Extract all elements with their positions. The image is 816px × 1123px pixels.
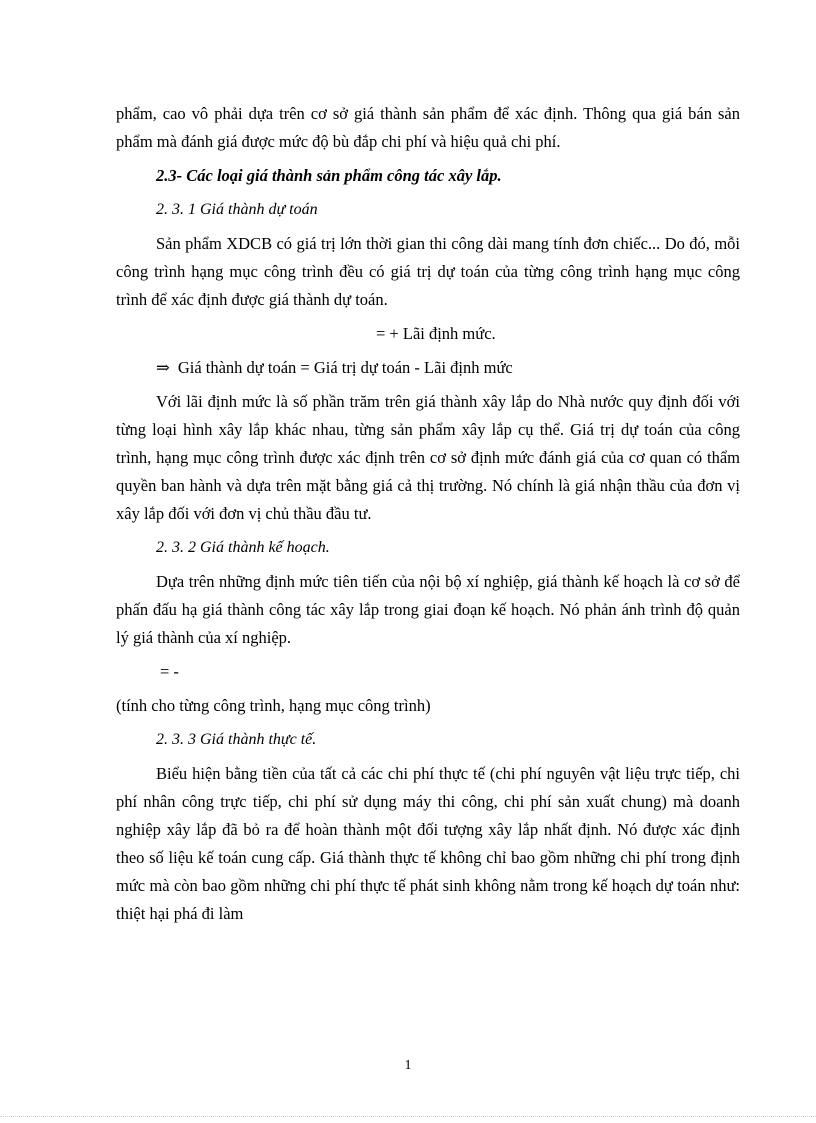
document-page	[116, 100, 740, 934]
formula-estimate-text: Giá thành dự toán = Giá trị dự toán - Lãi định mức	[177, 358, 513, 377]
implies-arrow-icon: ⇒	[156, 358, 170, 377]
subsection-heading-2: 2. 3. 2 Giá thành kế hoạch.	[156, 539, 330, 556]
subsection-heading-3: 2. 3. 3 Giá thành thực tế.	[156, 731, 317, 748]
paragraph-planned-note: (tính cho từng công trình, hạng mục công trình)	[116, 696, 431, 715]
paragraph-planned-cost: Dựa trên những định mức tiên tiến của nội bộ xí nghiệp, giá thành kế hoạch là cơ sở để phấn đấu hạ giá thành công tác xây lắp trong giai đoạn kế hoạch. Nó phản ánh trình độ quản lý giá thành của xí nghiệp.	[116, 572, 740, 647]
formula-planned: = -	[160, 662, 179, 681]
paragraph-estimate-cost: Sản phẩm XDCB có giá trị lớn thời gian thi công dài mang tính đơn chiếc... Do đó, mỗi công trình hạng mục công trình đều có giá trị dự toán của từng công trình hạng mục công trình để xác định được giá thành dự toán.	[116, 234, 740, 309]
page-bottom-divider	[0, 1116, 816, 1117]
subsection-heading-1: 2. 3. 1 Giá thành dự toán	[156, 201, 318, 218]
formula-implication	[116, 354, 740, 382]
paragraph-continuation: phẩm, cao vô phải dựa trên cơ sở giá thành sản phẩm để xác định. Thông qua giá bán sản phẩm mà đánh giá được mức độ bù đắp chi phí và hiệu quả chi phí.	[116, 104, 740, 151]
section-heading: 2.3- Các loại giá thành sản phẩm công tác xây lắp.	[156, 166, 502, 185]
page-number: 1	[404, 1058, 412, 1073]
formula-estimate: = + Lãi định mức.	[376, 324, 496, 343]
paragraph-actual-cost: Biểu hiện bằng tiền của tất cả các chi phí thực tế (chi phí nguyên vật liệu trực tiếp, chi phí nhân công trực tiếp, chi phí sử dụng máy thi công, chi phí sản xuất chung) mà doanh nghiệp xây lắp đã bỏ ra để hoàn thành một đối tượng xây lắp nhất định. Nó được xác định theo số liệu kế toán cung cấp. Giá thành thực tế không chỉ bao gồm những chi phí trong định mức mà còn bao gồm những chi phí thực tế phát sinh không nằm trong kế hoạch dự toán như: thiệt hại phá đi làm	[116, 764, 740, 923]
paragraph-profit-rate: Với lãi định mức là số phần trăm trên giá thành xây lắp do Nhà nước quy định đối với từng loại hình xây lắp khác nhau, từng sản phẩm xây lắp cụ thể. Giá trị dự toán của công trình, hạng mục công trình được xác định trên cơ sở định mức đánh giá của cơ quan có thẩm quyền ban hành và dựa trên mặt bằng giá cả thị trường. Nó chính là giá nhận thầu của đơn vị xây lắp đối với đơn vị chủ thầu đầu tư.	[116, 392, 740, 523]
